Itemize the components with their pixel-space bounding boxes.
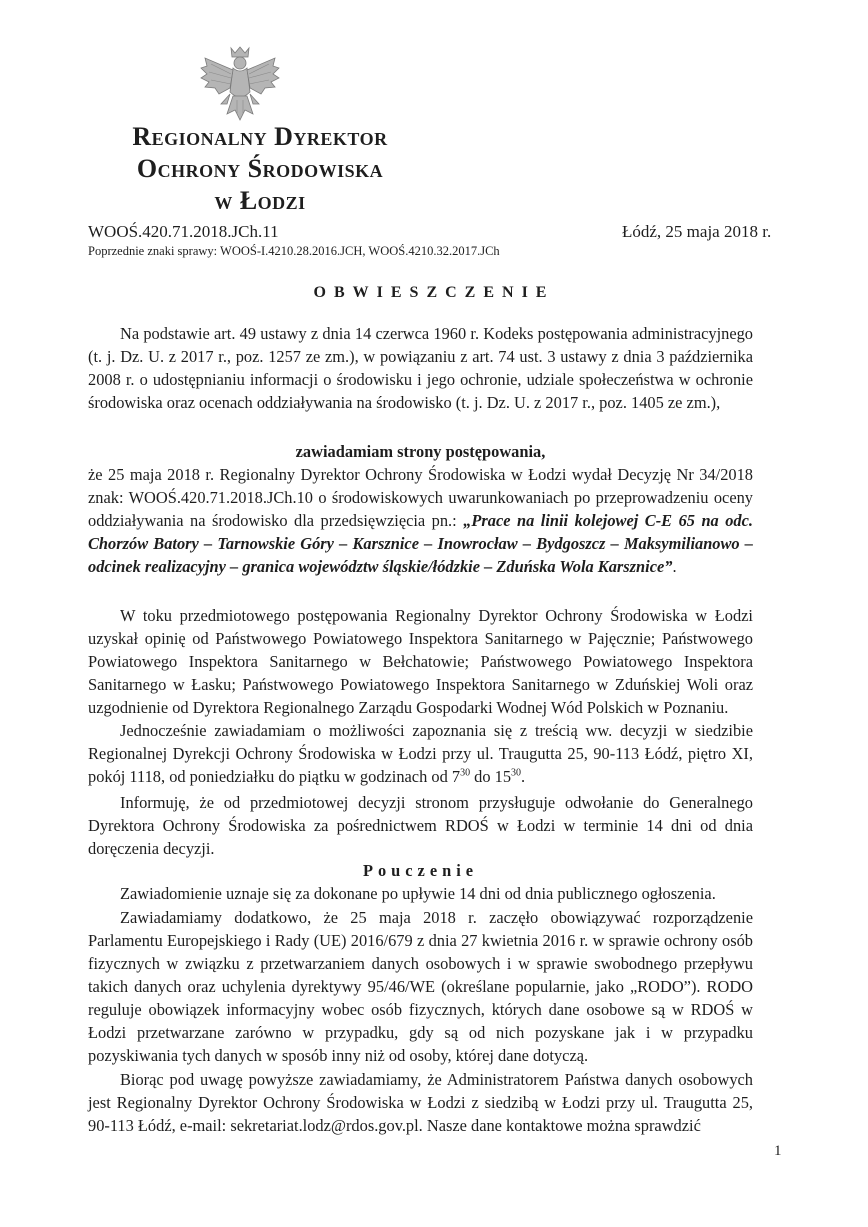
access-text: Jednocześnie zawiadamiam o możliwości zapoznania się z treścią ww. decyzji w siedzibie Regionalnej Dyrekcji Ochrony Środowiska w Łodzi przy ul. Traugutta 25, 90-113 Łódź, piętro XI, pokój 1118, od poniedziałku do piątku w godzinach od 7 [88, 721, 753, 786]
paragraph-administrator: Biorąc pod uwagę powyższe zawiadamiamy, że Administratorem Państwa danych osobowych jest Regionalny Dyrektor Ochrony Środowiska w Łodzi z siedzibą w Łodzi przy ul. Traugutta 25, 90-113 Łódź, e-mail: sekretariat.lodz@rdos.gov.pl. Nasze dane kontaktowe można sprawdzić [88, 1070, 753, 1135]
paragraph-access [88, 719, 753, 788]
paragraph-notice-effective: Zawiadomienie uznaje się za dokonane po upływie 14 dni od dnia publicznego ogłoszenia. [120, 884, 716, 903]
paragraph-opinions: W toku przedmiotowego postępowania Regionalny Dyrektor Ochrony Środowiska w Łodzi uzyskał opinię od Państwowego Powiatowego Inspektora Sanitarnego w Pajęcznie; Państwowego Powiatowego Inspektora Sanitarnego w Bełchatowie; Państwowego Powiatowego Inspektora Sanitarnego w Łasku; Państwowego Powiatowego Inspektora Sanitarnego w Zduńskiej Woli oraz uzgodnienie od Dyrektora Regionalnego Zarządu Gospodarki Wodnej Wód Polskich w Poznaniu. [88, 606, 753, 717]
document-title: OBWIESZCZENIE [313, 284, 555, 301]
hours-start-minutes: 30 [460, 767, 471, 779]
access-text-end: . [521, 767, 526, 786]
paragraph-legal-basis: Na podstawie art. 49 ustawy z dnia 14 czerwca 1960 r. Kodeks postępowania administracyjnego (t. j. Dz. U. z 2017 r., poz. 1257 ze zm.), w powiązaniu z art. 74 ust. 3 ustawy z dnia 3 października 2008 r. o udostępnianiu informacji o środowisku i jego ochronie, udziale społeczeństwa w ochronie środowiska oraz ocenach oddziaływania na środowisko (t. j. Dz. U. z 2017 r., poz. 1405 ze zm.), [88, 324, 753, 412]
document-date: Łódź, 25 maja 2018 r. [622, 222, 772, 241]
instruction-heading: Pouczenie [362, 861, 479, 880]
paragraph-appeal: Informuję, że od przedmiotowej decyzji stronom przysługuje odwołanie do Generalnego Dyrektora Ochrony Środowiska za pośrednictwem RDOŚ w Łodzi w terminie 14 dni od dnia doręczenia decyzji. [88, 793, 753, 858]
previous-case-references: Poprzednie znaki sprawy: WOOŚ-I.4210.28.2016.JCH, WOOŚ.4210.32.2017.JCh [88, 244, 500, 258]
hours-end-minutes: 30 [511, 767, 522, 779]
page-number: 1 [774, 1143, 782, 1159]
eagle-emblem-icon [197, 44, 283, 128]
org-name-line3: w Łodzi [214, 186, 306, 215]
org-name-line2: Ochrony Środowiska [136, 154, 384, 183]
decision-text: że 25 maja 2018 r. Regionalny Dyrektor Ochrony Środowiska w Łodzi wydał Decyzję Nr 34/2018 znak: WOOŚ.420.71.2018.JCh.10 o środowiskowych uwarunkowaniach po przeprowadzeniu oceny oddziaływania na środowisko dla przedsięwzięcia pn.: [88, 465, 753, 530]
org-name-line1: Regionalny Dyrektor [132, 122, 388, 151]
paragraph-decision [88, 463, 753, 578]
notify-parties-line: zawiadamiam strony postępowania, [295, 442, 546, 461]
decision-text-end: . [672, 557, 677, 576]
paragraph-rodo: Zawiadamiamy dodatkowo, że 25 maja 2018 r. zaczęło obowiązywać rozporządzenie Parlamentu Europejskiego i Rady (UE) 2016/679 z dnia 27 kwietnia 2016 r. w sprawie ochrony osób fizycznych w związku z przetwarzaniem danych osobowych i w sprawie swobodnego przepływu takich danych oraz uchylenia dyrektywy 95/46/WE (określane popularnie, jako „RODO”). RODO reguluje obowiązek informacyjny wobec osób fizycznych, których dane osobowe są w RDOŚ w Łodzi przetwarzane zarówno w przypadku, gdy są od nich pozyskane jak i w przypadku pozyskiwania tych danych w sposób inny niż od osoby, której dane dotyczą. [88, 908, 753, 1065]
access-text-mid: do 15 [470, 767, 512, 786]
case-reference: WOOŚ.420.71.2018.JCh.11 [88, 222, 279, 241]
project-name: „Prace na linii kolejowej C-E 65 na odc. Chorzów Batory – Tarnowskie Góry – Karsznice – Inowrocław – Bydgoszcz – Maksymilianowo – odcinek realizacyjny – granica województw śląskie/łódzkie – Zduńska Wola Karsznice” [88, 511, 753, 576]
